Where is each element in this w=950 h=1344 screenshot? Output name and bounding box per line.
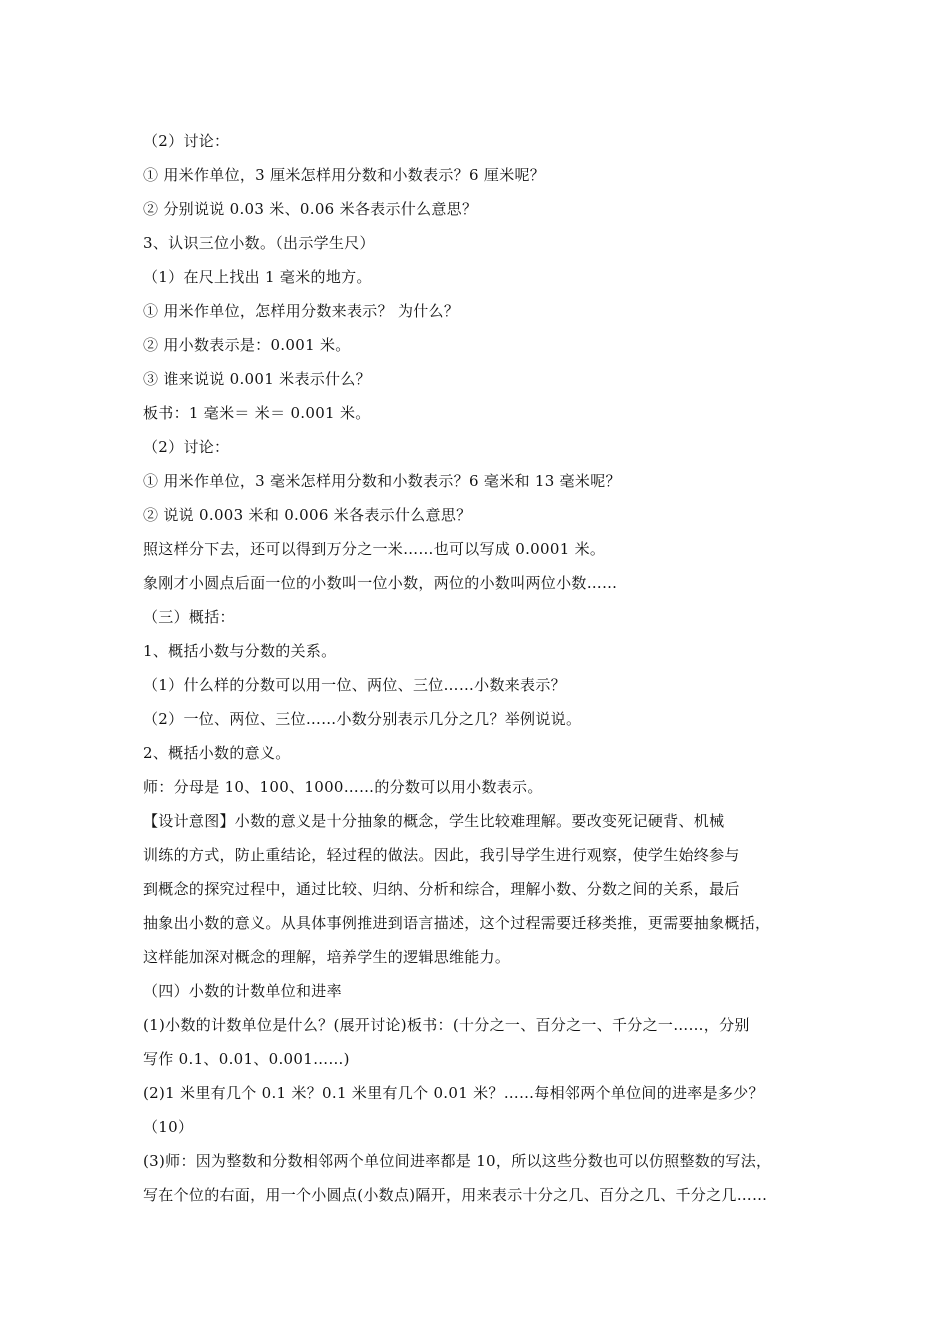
design-intent-line: 抽象出小数的意义。从具体事例推进到语言描述，这个过程需要迁移类推，更需要抽象概括，	[143, 914, 771, 932]
section-heading: （四）小数的计数单位和进率	[143, 982, 342, 1000]
text-line: ① 用米作单位，3 厘米怎样用分数和小数表示？6 厘米呢？	[143, 166, 546, 184]
text-line: 1、概括小数与分数的关系。	[143, 642, 337, 660]
text-line: ② 用小数表示是：0.001 米。	[143, 336, 351, 354]
text-line: 2、概括小数的意义。	[143, 744, 291, 762]
document-body	[143, 124, 823, 1212]
text-line: 写作 0.1、0.01、0.001……)	[143, 1050, 350, 1068]
design-intent-line: 到概念的探究过程中，通过比较、归纳、分析和综合，理解小数、分数之间的关系，最后	[143, 880, 740, 898]
design-intent-line: 【设计意图】小数的意义是十分抽象的概念，学生比较难理解。要改变死记硬背、机械	[143, 812, 725, 830]
text-line: 象刚才小圆点后面一位的小数叫一位小数，两位的小数叫两位小数……	[143, 574, 618, 592]
text-line: （1）在尺上找出 1 毫米的地方。	[143, 268, 372, 286]
text-line: 写在个位的右面，用一个小圆点(小数点)隔开，用来表示十分之几、百分之几、千分之几……	[143, 1186, 768, 1204]
design-intent-line: 这样能加深对概念的理解，培养学生的逻辑思维能力。	[143, 948, 511, 966]
text-line: (1)小数的计数单位是什么？(展开讨论)板书：(十分之一、百分之一、千分之一……，分别	[143, 1016, 750, 1034]
design-intent-line: 训练的方式，防止重结论，轻过程的做法。因此，我引导学生进行观察，使学生始终参与	[143, 846, 740, 864]
text-line: ③ 谁来说说 0.001 米表示什么？	[143, 370, 371, 388]
text-line: 照这样分下去，还可以得到万分之一米……也可以写成 0.0001 米。	[143, 540, 606, 558]
text-line: ① 用米作单位，3 毫米怎样用分数和小数表示？6 毫米和 13 毫米呢？	[143, 472, 621, 490]
text-line: （2）一位、两位、三位……小数分别表示几分之几？举例说说。	[143, 710, 582, 728]
text-line: （2）讨论：	[143, 132, 230, 150]
text-line: (2)1 米里有几个 0.1 米？0.1 米里有几个 0.01 米？……每相邻两个单位间的进率是多少？	[143, 1084, 764, 1102]
text-line: ② 说说 0.003 米和 0.006 米各表示什么意思？	[143, 506, 472, 524]
text-line: （10）	[143, 1118, 194, 1136]
text-line: 师：分母是 10、100、1000……的分数可以用小数表示。	[143, 778, 543, 796]
text-line: ② 分别说说 0.03 米、0.06 米各表示什么意思？	[143, 200, 478, 218]
text-line: (3)师：因为整数和分数相邻两个单位间进率都是 10，所以这些分数也可以仿照整数的写法，	[143, 1152, 772, 1170]
text-line: ① 用米作单位，怎样用分数来表示？ 为什么？	[143, 302, 460, 320]
text-line: 板书：1 毫米＝ 米＝ 0.001 米。	[143, 404, 371, 422]
text-line: 3、认识三位小数。（出示学生尺）	[143, 234, 375, 252]
text-line: （1）什么样的分数可以用一位、两位、三位……小数来表示？	[143, 676, 566, 694]
text-line: （2）讨论：	[143, 438, 230, 456]
text-line: （三）概括：	[143, 608, 235, 626]
